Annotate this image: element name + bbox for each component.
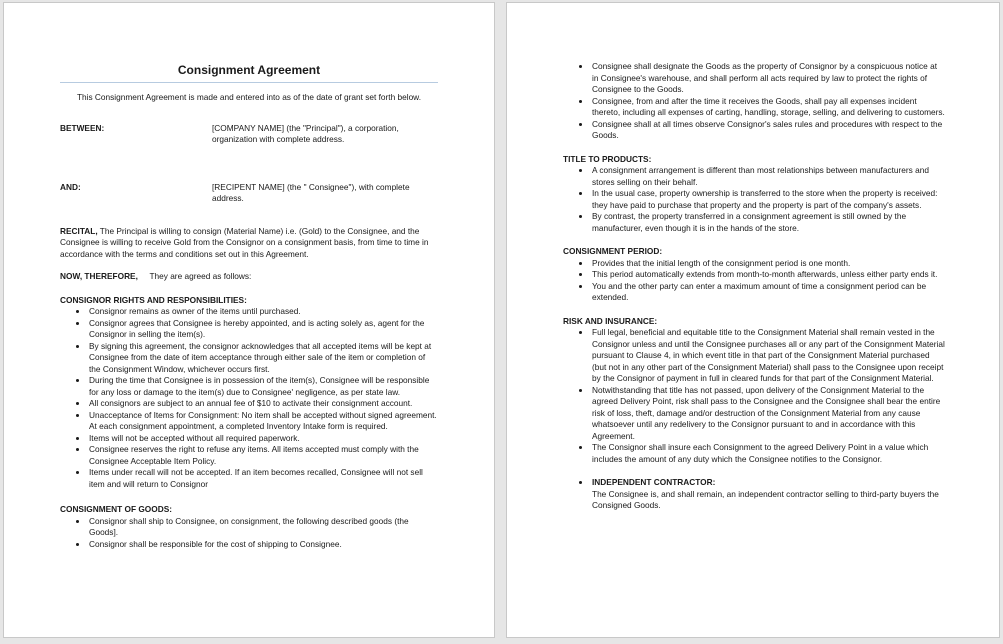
risk-heading: RISK AND INSURANCE:: [563, 315, 658, 326]
now-therefore-label: NOW, THEREFORE,: [60, 271, 138, 281]
period-list: [563, 258, 945, 304]
rights-heading: CONSIGNOR RIGHTS AND RESPONSIBILITIES:: [60, 294, 247, 305]
and-label: AND:: [60, 181, 81, 192]
contractor-heading: [563, 477, 945, 489]
goods-continued-list: [563, 61, 945, 142]
contractor-heading-text: INDEPENDENT CONTRACTOR:: [592, 477, 716, 487]
between-label: BETWEEN:: [60, 122, 105, 133]
list-item: Items will not be accepted without all required paperwork.: [89, 433, 438, 445]
list-item: In the usual case, property ownership is transferred to the store when the property is received: they have paid to purchase that property and the property is part of the company's assets.: [592, 188, 945, 211]
list-item: Consignee, from and after the time it receives the Goods, shall pay all expenses incident thereto, including all expenses of carting, handling, storage, selling, and delivering to customers.: [592, 95, 945, 117]
list-item: Consignor shall be responsible for the cost of shipping to Consignee.: [89, 539, 438, 551]
and-text: [RECIPENT NAME] (the " Consignee"), with complete address.: [212, 181, 410, 203]
list-item: By contrast, the property transferred in a consignment agreement is still owned by the manufacturer, even though it is in the hands of the store.: [592, 211, 945, 234]
title-products-heading: TITLE TO PRODUCTS:: [563, 153, 652, 164]
list-item: Consignee shall designate the Goods as the property of Consignor by a conspicuous notice at in Consignee's warehouse, and shall perform all acts required by law to protect the rights of Consignee to the Goods.: [592, 61, 945, 96]
recital-text: The Principal is willing to consign (Material Name) i.e. (Gold) to the Consignee, and the Consignee is willing to receive Gold from the Consignor on a consignment basis, from time to time in accordance with the terms and conditions set out in this Agreement.: [60, 225, 429, 259]
bullet-dot-icon: [579, 481, 582, 484]
now-therefore-paragraph: [60, 271, 438, 283]
list-item: This period automatically extends from month-to-month afterwards, unless either party ends it.: [592, 269, 945, 281]
list-item: Consignor remains as owner of the items until purchased.: [89, 306, 438, 318]
list-item: Consignor shall ship to Consignee, on consignment, the following described goods (the Goods].: [89, 516, 438, 539]
title-products-list: [563, 165, 945, 234]
contractor-text: The Consignee is, and shall remain, an independent contractor selling to third-party buyers the Consigned Goods.: [592, 488, 939, 510]
document-page-2: [506, 2, 1000, 638]
intro-paragraph: This Consignment Agreement is made and entered into as of the date of grant set forth below.: [76, 92, 422, 102]
list-item: Consignee reserves the right to refuse any items. All items accepted must comply with the Consignee Acceptable Item Policy.: [89, 444, 438, 467]
between-text: [COMPANY NAME] (the "Principal"), a corporation, organization with complete address.: [212, 122, 399, 144]
goods-list: [60, 516, 438, 551]
list-item: Consignee shall at all times observe Consignor's sales rules and procedures with respect to the Goods.: [592, 119, 945, 142]
list-item: A consignment arrangement is different than most relationships between manufacturers and stores selling on their behalf.: [592, 165, 945, 188]
between-party: [60, 123, 438, 146]
and-party: [60, 182, 438, 205]
list-item: By signing this agreement, the consignor acknowledges that all accepted items will be kept at Consignee from the date of item acceptance through either sale of the item or completion of the Consignment Window, whichever occurs first.: [89, 341, 438, 376]
goods-heading: CONSIGNMENT OF GOODS:: [60, 504, 173, 514]
list-item: Provides that the initial length of the consignment period is one month.: [592, 258, 945, 270]
list-item: Unacceptance of Items for Consignment: No item shall be accepted without signed agreement. At each consignment appointment, a completed Inventory Intake form is required.: [89, 409, 437, 431]
list-item: Notwithstanding that title has not passed, upon delivery of the Consignment Material to the agreed Delivery Point, risk shall pass to the Consignee and the Consignee shall bear the entire risk of loss, theft, damage and/or destruction of the Consignment Material from any cause whatsoever until any redelivery to the Consignor pursuant to and in accordance with this Agreement.: [592, 385, 945, 443]
document-title: Consignment Agreement: [60, 63, 438, 83]
list-item: Consignor agrees that Consignee is hereby appointed, and is acting solely as, agent for the Consignor in selling the item(s).: [89, 318, 438, 341]
risk-list: [563, 327, 945, 465]
list-item: All consignors are subject to an annual fee of $10 to activate their consignment account.: [89, 398, 438, 410]
document-page-1: [3, 2, 495, 638]
now-therefore-text: They are agreed as follows:: [149, 271, 252, 281]
list-item: You and the other party can enter a maximum amount of time a consignment period can be extended.: [592, 281, 945, 304]
period-heading: CONSIGNMENT PERIOD:: [563, 246, 663, 256]
recital-paragraph: [60, 226, 438, 261]
recital-label: RECITAL,: [60, 225, 98, 236]
list-item: Full legal, beneficial and equitable title to the Consignment Material shall remain vested in the Consignor unless and until the Consignee purchases all or any part of the Consignment Material pursuant to Clause 4, in which event title in that part of the Consignment Material purchased (but not in any other part of the Consignment Material) shall pass to the Consignee upon receipt by the Consignor of payment in full in cleared funds for that part of the Consignment Material.: [592, 327, 945, 383]
list-item: The Consignor shall insure each Consignment to the agreed Delivery Point in a value which includes the amount of any duty which the Consignee notifies to the Consignor.: [592, 442, 945, 465]
list-item: Items under recall will not be accepted. If an item becomes recalled, Consignee will not sell item and will return to Consignor: [89, 467, 438, 490]
rights-list: [60, 306, 438, 490]
list-item: During the time that Consignee is in possession of the item(s), Consignee will be responsible for any loss or damage to the item(s) due to Consignee' negligence, as per state law.: [89, 375, 438, 398]
